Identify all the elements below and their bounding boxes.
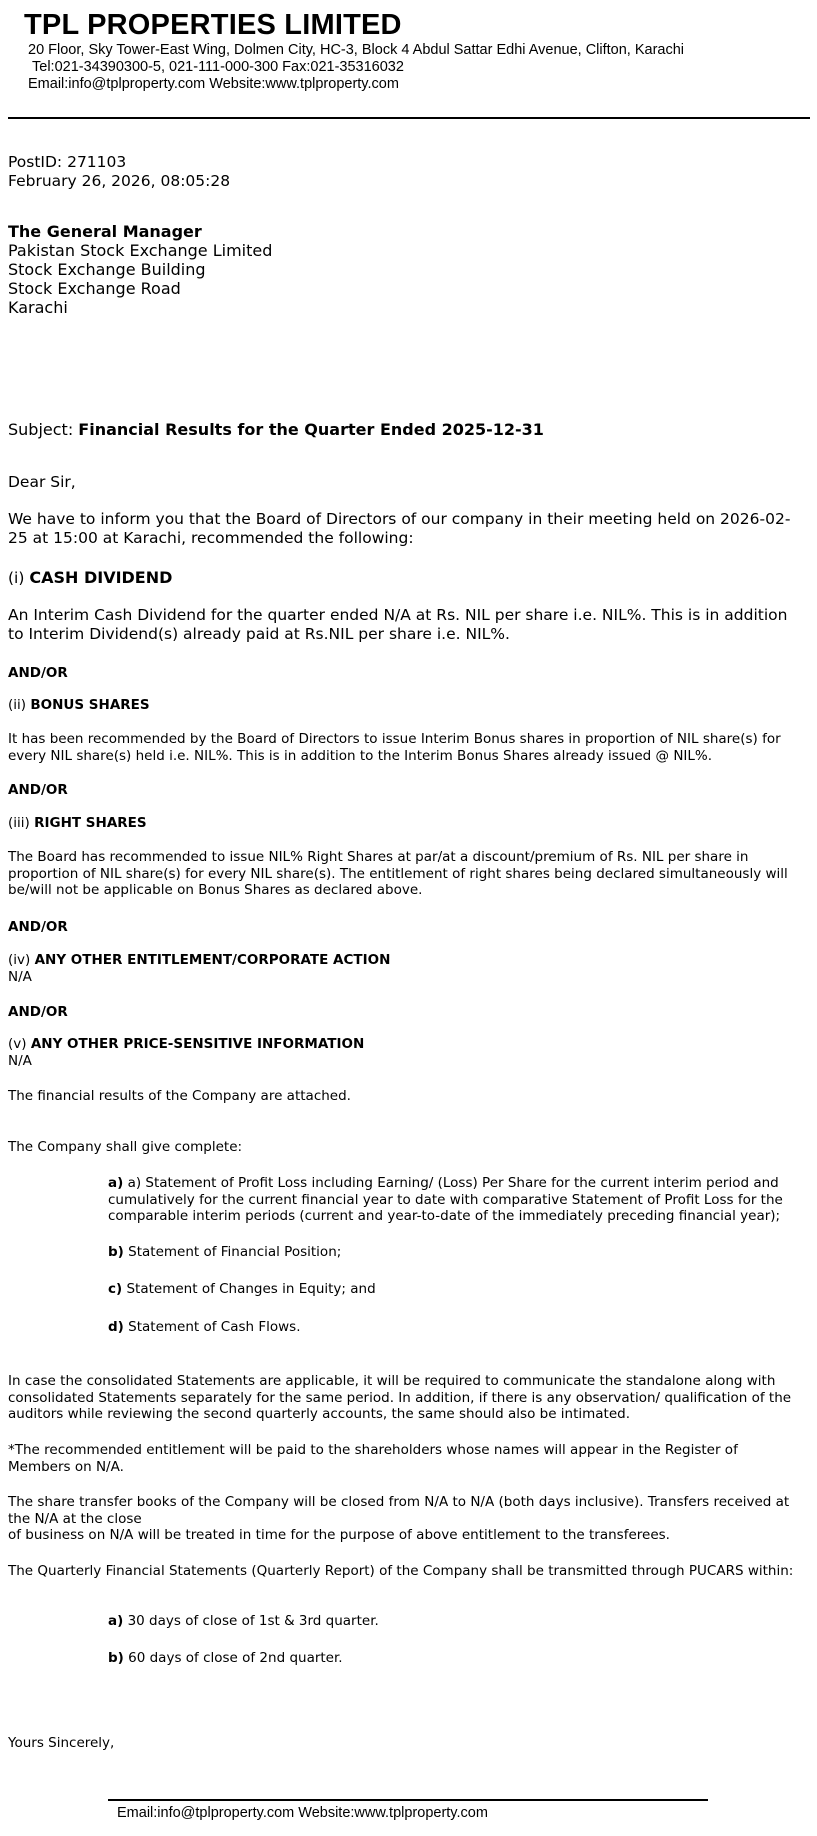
statement-item xyxy=(108,1244,798,1261)
intro-paragraph: We have to inform you that the Board of Directors of our company in their meeting held on 2026-02-25 at 15:00 at Karachi, recommended the following: xyxy=(8,510,791,547)
salutation: Dear Sir, xyxy=(8,473,76,491)
bonus-shares-text: It has been recommended by the Board of Directors to issue Interim Bonus shares in proportion of NIL share(s) for every NIL share(s) held i.e. NIL%. This is in addition to the Interim Bonus Shares already issued @ NIL%. xyxy=(8,731,781,764)
share-transfer-books-paragraph xyxy=(8,1494,798,1544)
header-divider xyxy=(8,117,810,119)
books-line-2: of business on N/A will be treated in time for the purpose of above entitlement to the transferees. xyxy=(8,1527,670,1543)
section-value: N/A xyxy=(8,968,32,985)
post-meta xyxy=(8,153,798,191)
section-cash-dividend-heading xyxy=(8,568,798,588)
books-line-1: The share transfer books of the Company will be closed from N/A to N/A (both days inclusive). Transfers received at the N/A at the close xyxy=(8,1494,790,1527)
addressee-title: The General Manager xyxy=(8,222,202,241)
statement-label: a) xyxy=(108,1175,124,1191)
statement-item xyxy=(108,1175,798,1225)
statement-item xyxy=(108,1319,798,1336)
statement-item xyxy=(108,1281,798,1298)
addressee-line-2: Stock Exchange Building xyxy=(8,260,206,279)
company-contact: Tel:021-34390300-5, 021-111-000-300 Fax:021-35316032 xyxy=(32,59,404,75)
statement-text: Statement of Cash Flows. xyxy=(128,1319,301,1335)
deadline-label: b) xyxy=(108,1650,124,1666)
company-address: 20 Floor, Sky Tower-East Wing, Dolmen City, HC-3, Block 4 Abdul Sattar Edhi Avenue, Clifton, Karachi xyxy=(28,42,685,58)
section-number: (i) xyxy=(8,569,25,587)
subject-label: Subject: xyxy=(8,420,74,439)
addressee-line-4: Karachi xyxy=(8,298,68,317)
and-or-separator: AND/OR xyxy=(8,665,68,681)
section-price-sensitive xyxy=(8,1036,798,1069)
addressee-line-1: Pakistan Stock Exchange Limited xyxy=(8,241,273,260)
financial-results-attached: The financial results of the Company are attached. xyxy=(8,1088,351,1104)
section-number: (iv) xyxy=(8,952,31,968)
section-title: ANY OTHER PRICE-SENSITIVE INFORMATION xyxy=(30,1036,365,1052)
footer-contact: Email:info@tplproperty.com Website:www.tplproperty.com xyxy=(117,1805,488,1821)
statement-text: Statement of Changes in Equity; and xyxy=(126,1281,376,1297)
section-title: CASH DIVIDEND xyxy=(29,568,173,587)
post-id: PostID: 271103 xyxy=(8,153,127,171)
and-or-separator: AND/OR xyxy=(8,782,68,798)
statement-label: b) xyxy=(108,1244,124,1260)
statement-text: a) Statement of Profit Loss including Earning/ (Loss) Per Share for the current interim period and cumulatively for the current financial year to date with comparative Statement of Profit Loss for the comparable interim periods (current and year-to-date of the immediately preceding financial year); xyxy=(108,1175,783,1224)
recommended-entitlement-paragraph: *The recommended entitlement will be paid to the shareholders whose names will appear in the Register of Members on N/A. xyxy=(8,1442,738,1475)
section-title: ANY OTHER ENTITLEMENT/CORPORATE ACTION xyxy=(34,952,391,968)
closing-line: Yours Sincerely, xyxy=(8,1735,115,1751)
company-name: TPL PROPERTIES LIMITED xyxy=(24,9,402,41)
deadline-label: a) xyxy=(108,1613,124,1629)
deadline-text: 60 days of close of 2nd quarter. xyxy=(128,1650,343,1666)
statement-label: d) xyxy=(108,1319,124,1335)
addressee-line-3: Stock Exchange Road xyxy=(8,279,181,298)
section-number: (ii) xyxy=(8,697,27,713)
subject-text: Financial Results for the Quarter Ended 2025-12-31 xyxy=(78,420,544,439)
post-datetime: February 26, 2026, 08:05:28 xyxy=(8,172,231,190)
right-shares-text: The Board has recommended to issue NIL% Right Shares at par/at a discount/premium of Rs. NIL per share in proportion of NIL share(s) for every NIL share(s). The entitlement of right shares being declared simultaneously will be/will not be applicable on Bonus Shares as declared above. xyxy=(8,849,788,898)
deadline-text: 30 days of close of 1st & 3rd quarter. xyxy=(127,1613,379,1629)
statement-label: c) xyxy=(108,1281,123,1297)
subject-line xyxy=(8,420,798,439)
footer-divider xyxy=(108,1799,708,1801)
section-other-entitlement xyxy=(8,952,798,985)
and-or-separator: AND/OR xyxy=(8,1004,68,1020)
section-heading xyxy=(8,952,798,969)
letterhead xyxy=(8,8,808,93)
quarterly-statements-paragraph: The Quarterly Financial Statements (Quarterly Report) of the Company shall be transmitted through PUCARS within: xyxy=(8,1563,794,1579)
section-title: RIGHT SHARES xyxy=(34,815,147,831)
company-shall-give: The Company shall give complete: xyxy=(8,1139,243,1155)
cash-dividend-text: An Interim Cash Dividend for the quarter ended N/A at Rs. NIL per share i.e. NIL%. This is in addition to Interim Dividend(s) already paid at Rs.NIL per share i.e. NIL%. xyxy=(8,606,788,643)
section-bonus-shares-heading xyxy=(8,697,798,714)
section-heading xyxy=(8,1036,798,1053)
deadline-item xyxy=(108,1613,798,1630)
addressee xyxy=(8,222,798,317)
and-or-separator: AND/OR xyxy=(8,919,68,935)
statement-text: Statement of Financial Position; xyxy=(128,1244,342,1260)
deadline-item xyxy=(108,1650,798,1667)
section-number: (v) xyxy=(8,1036,27,1052)
section-number: (iii) xyxy=(8,815,30,831)
section-value: N/A xyxy=(8,1052,32,1069)
consolidated-statements-paragraph: In case the consolidated Statements are applicable, it will be required to communicate the standalone along with consolidated Statements separately for the same period. In addition, if there is any observation/ qualification of the auditors while reviewing the second quarterly accounts, the same should also be intimated. xyxy=(8,1373,792,1422)
section-right-shares-heading xyxy=(8,815,798,832)
company-email-website: Email:info@tplproperty.com Website:www.tplproperty.com xyxy=(28,76,399,92)
section-title: BONUS SHARES xyxy=(30,697,150,713)
